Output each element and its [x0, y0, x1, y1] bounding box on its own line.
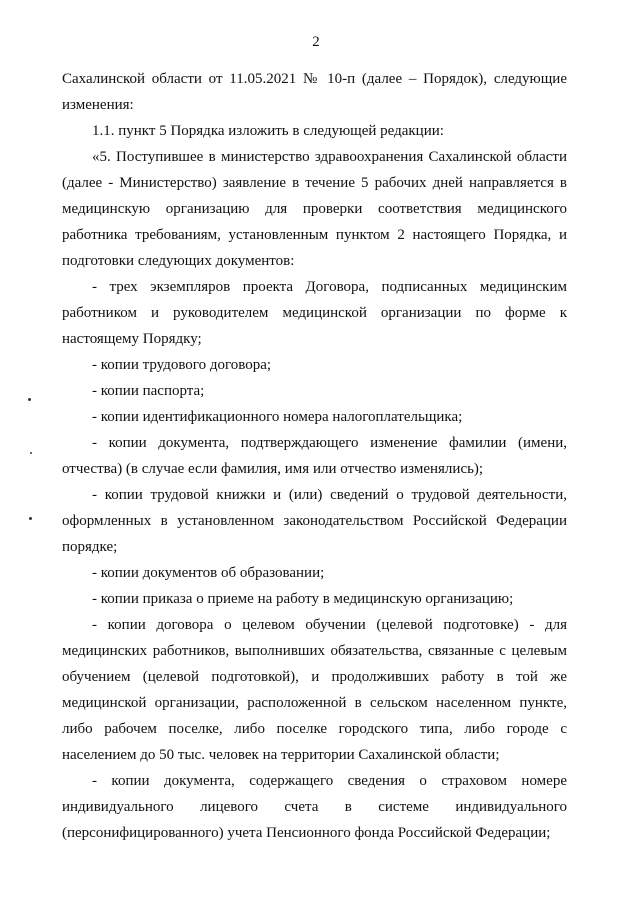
- list-item-name-change: - копии документа, подтверждающего изменение фамилии (имени, отчества) (в случае если фамилия, имя или отчество изменялись);: [62, 435, 567, 477]
- scan-speck: [29, 517, 32, 520]
- paragraph-intro: Сахалинской области от 11.05.2021 № 10-п (далее – Порядок), следующие изменения:: [62, 71, 567, 113]
- paragraph-point-5: «5. Поступившее в министерство здравоохранения Сахалинской области (далее - Министерство) заявление в течение 5 рабочих дней направляется в медицинскую организацию для проверки соответствия медицинского работника требованиям, установленным пунктом 2 настоящего Порядка, и подготовки следующих документов:: [62, 149, 567, 269]
- list-item-labor-contract: - копии трудового договора;: [92, 357, 272, 373]
- page-number: 2: [312, 34, 320, 50]
- list-item-work-book: - копии трудовой книжки и (или) сведений о трудовой деятельности, оформленных в установленном законодательством Российской Федерации порядке;: [62, 487, 567, 555]
- scan-speck: [28, 398, 31, 401]
- list-item-education: - копии документов об образовании;: [92, 565, 325, 581]
- list-item-hiring-order: - копии приказа о приеме на работу в медицинскую организацию;: [92, 591, 514, 607]
- list-item-insurance-number: - копии документа, содержащего сведения о страховом номере индивидуального лицевого счета в системе индивидуального (персонифицированного) учета Пенсионного фонда Российской Федерации;: [62, 773, 567, 841]
- list-item-contract-copies: - трех экземпляров проекта Договора, подписанных медицинским работником и руководителем медицинской организации по форме к настоящему Порядку;: [62, 279, 567, 347]
- scan-speck: [30, 452, 32, 454]
- list-item-passport: - копии паспорта;: [92, 383, 205, 399]
- paragraph-clause-1-1: 1.1. пункт 5 Порядка изложить в следующей редакции:: [92, 123, 444, 139]
- list-item-target-training: - копии договора о целевом обучении (целевой подготовке) - для медицинских работников, выполнивших обязательства, связанные с целевым обучением (целевой подготовкой), и продолживших работу в той же медицинской организации, расположенной в сельском населенном пункте, либо рабочем поселке, либо поселке городского типа, либо городе с населением до 50 тыс. человек на территории Сахалинской области;: [62, 617, 567, 763]
- list-item-taxpayer-id: - копии идентификационного номера налогоплательщика;: [92, 409, 463, 425]
- document-body: [62, 66, 567, 846]
